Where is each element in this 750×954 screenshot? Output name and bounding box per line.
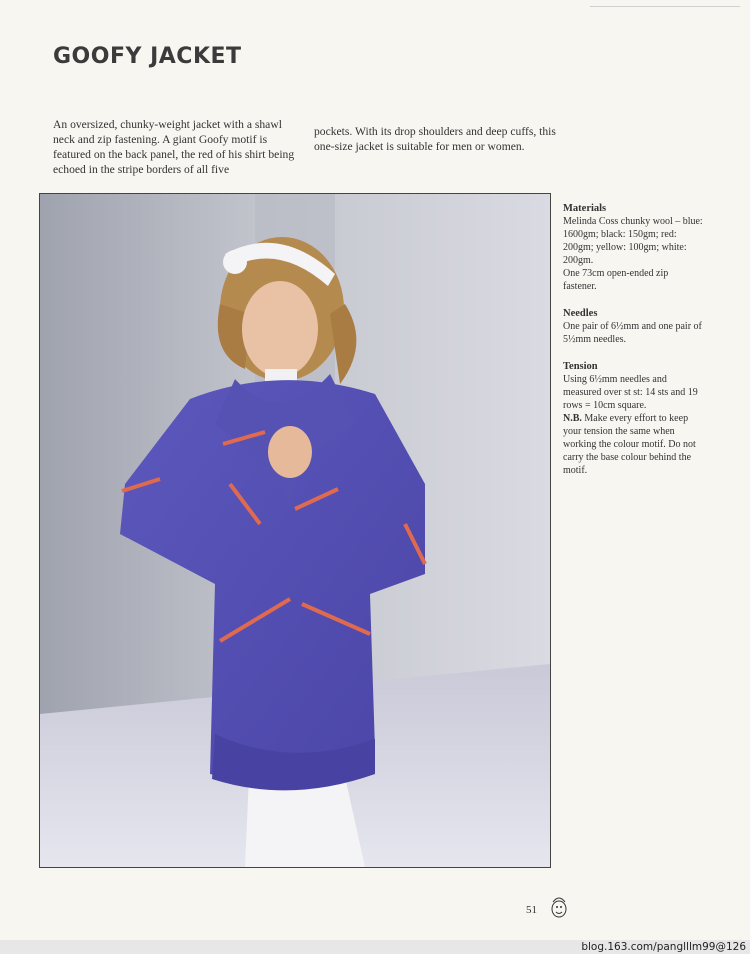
tension-heading: Tension — [563, 361, 598, 372]
page-number: 51 — [526, 904, 537, 916]
pattern-specifications — [563, 202, 703, 491]
duck-head-icon — [549, 894, 569, 920]
model-wearing-jacket-photo — [40, 194, 550, 867]
page-title: GOOFY JACKET — [53, 44, 242, 69]
watermark-text: blog.163.com/panglllm99@126 — [581, 941, 746, 953]
nb-text: Make every effort to keep your tension the same when working the colour motif. Do not carry the base colour behind the motif. — [563, 413, 696, 476]
top-divider — [590, 6, 740, 7]
intro-paragraph-left: An oversized, chunky-weight jacket with a shawl neck and zip fastening. A giant Goofy motif is featured on the back panel, the red of his shirt being echoed in the stripe borders of all five — [53, 118, 295, 176]
tension-section — [563, 360, 703, 477]
needles-section — [563, 307, 703, 346]
tension-note — [563, 412, 703, 477]
materials-text: Melinda Coss chunky wool – blue: 1600gm; black: 150gm; red: 200gm; yellow: 100gm; white: 200gm. One 73cm open-ended zip fastener. — [563, 216, 703, 292]
materials-heading: Materials — [563, 203, 607, 214]
tension-text: Using 6½mm needles and measured over st st: 14 sts and 19 rows = 10cm square. — [563, 374, 698, 411]
model-photo — [39, 193, 551, 868]
materials-section — [563, 202, 703, 293]
nb-label: N.B. — [563, 413, 582, 424]
needles-heading: Needles — [563, 308, 598, 319]
intro-paragraph-right: pockets. With its drop shoulders and deep cuffs, this one-size jacket is suitable for men or women. — [314, 125, 556, 153]
needles-text: One pair of 6½mm and one pair of 5½mm needles. — [563, 321, 702, 345]
